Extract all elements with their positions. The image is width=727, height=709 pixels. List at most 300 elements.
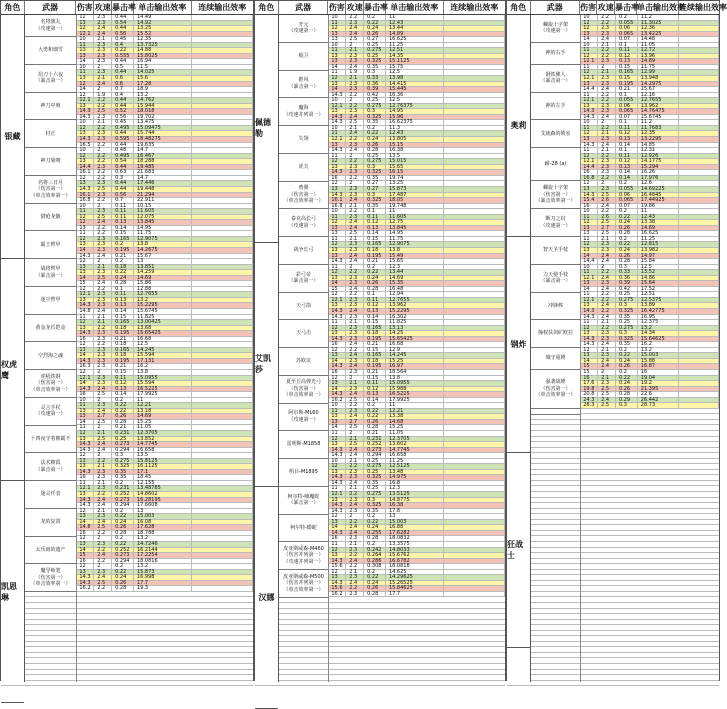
stat-cell: 12 [76,320,94,325]
stat-cell: 2 [346,98,364,103]
stat-cell: 0.18 [112,353,134,358]
weapon-name: 阿尔斯-ML60 （攻速第一） [279,404,328,432]
row-blank [679,315,719,320]
row-blank [444,564,506,569]
stat-cell: 0.24 [112,520,134,525]
stat-cell: 13 [328,37,346,42]
stat-cell: 0.2 [364,514,386,519]
row-blank [444,65,506,70]
stat-cell: 16.1 [328,198,346,203]
row-blank [192,448,254,453]
row-blank [192,575,254,580]
row-blank [192,381,254,386]
stat-cell: 0.195 [364,254,386,259]
stat-cell: 2.3 [346,87,364,92]
stat-cell: 0.231 [112,431,134,436]
stat-cell: 12.1 [328,137,346,142]
stat-cell: 17.1 [134,470,192,475]
stat-cell: 0.24 [616,359,638,364]
stat-cell: 0.33 [364,76,386,81]
stat-cell: 2.3 [94,298,112,303]
stat-cell: 16.08 [134,520,192,525]
stat-cell: 13.8 [386,248,444,253]
stat-cell: 0.45 [112,120,134,125]
stat-cell: 2.5 [346,37,364,42]
stat-cell: 2.3 [94,248,112,253]
row-blank [679,220,719,225]
role-name: 汉娜 [255,487,278,709]
stat-cell: 13 [76,570,94,575]
stat-cell: 11 [580,292,598,297]
stat-cell: 18.0818 [386,564,444,569]
stat-cell: 16.97 [386,364,444,369]
weapon-name [531,409,580,415]
stat-cell: 15.09475 [134,126,192,131]
header-cell: 暴击率 [614,2,639,12]
stat-cell: 16.658 [134,448,192,453]
stat-cell: 17.9925 [134,392,192,397]
stat-cell: 12.1 [76,32,94,37]
stat-cell: 0.2 [364,570,386,575]
stat-cell: 0.13 [112,303,134,308]
stat-cell: 13.48785 [134,486,192,491]
row-blank [679,298,719,303]
stat-cell: 0.11 [112,215,134,220]
stat-cell: 2.3 [346,82,364,87]
stat-cell: 12 [580,326,598,331]
stat-cell: 14 [328,525,346,530]
stat-cell: 2.5 [346,442,364,447]
stat-cell: 16 [328,176,346,181]
stat-cell: 0.26 [616,226,638,231]
stat-cell: 2.4 [346,364,364,369]
stat-cell: 0.22 [364,520,386,525]
stat-cell: 2.2 [598,292,616,297]
stat-cell: 2.4 [598,342,616,347]
row-blank [679,26,719,31]
stat-cell: 2.4 [346,392,364,397]
stat-cell: 13.852 [134,437,192,442]
stat-cell: 17.6282 [386,531,444,536]
row-blank [444,359,506,364]
stat-cell: 14.95 [386,109,444,114]
stat-cell: 2.3 [94,364,112,369]
stat-cell: 2.3 [94,303,112,308]
stat-cell: 2 [346,154,364,159]
stat-cell: 17.52 [638,287,680,292]
row-blank [679,15,719,20]
stat-cell: 14.3 [328,120,346,125]
stat-cell: 0.325 [616,309,638,314]
row-blank [192,348,254,353]
weapon-name: 神的左手 [531,93,580,121]
stat-cell: 2.3 [94,381,112,386]
row-blank [444,453,506,458]
stat-cell: 2.3 [94,337,112,342]
row-blank [192,431,254,436]
stat-cell: 12 [328,376,346,381]
role-column [507,15,531,682]
stat-cell: 14 [76,520,94,525]
stat-cell: 13 [328,165,346,170]
stat-cell: 13 [328,553,346,558]
weapon-name: 村正 [25,120,76,148]
stat-cell: 12.375 [638,320,680,325]
stat-cell: 2.1 [346,126,364,131]
stat-cell: 12.1 [76,486,94,491]
stat-cell: 12.16 [638,93,680,98]
stat-cell: 2.2 [94,159,112,164]
stat-cell: 0.18 [112,326,134,331]
stat-cell: 10 [580,209,598,214]
stat-cell: 2.3 [598,248,616,253]
stat-cell: 13.98 [386,76,444,81]
stat-cell: 2.3 [94,514,112,519]
stat-cell: 10 [328,98,346,103]
stat-cell: 0.2 [616,181,638,186]
row-blank [444,431,506,436]
stat-cell: 0.11 [616,154,638,159]
stat-cell: 11.825 [134,315,192,320]
stat-cell: 14.245 [134,348,192,353]
stat-cell: 14.4 [580,87,598,92]
stat-cell: 2.1 [94,120,112,125]
stat-cell: 0.2 [616,370,638,375]
stat-cell: 15.6 [134,76,192,81]
stat-cell: 16.2 [76,586,94,591]
stat-cell: 14.3 [580,337,598,342]
stat-cell: 14.76475 [638,109,680,114]
stat-cell: 13 [580,281,598,286]
stat-cell: 0.294 [112,559,134,564]
stat-cell: 0.055 [616,187,638,192]
row-blank [192,76,254,81]
stat-cell: 14.3 [328,531,346,536]
stat-cell: 16 [76,337,94,342]
stat-cell: 2.3 [94,475,112,480]
stat-cell: 0.15 [364,348,386,353]
stat-cell: 15.0955 [134,376,192,381]
row-blank [192,492,254,497]
row-blank [679,326,719,331]
stat-cell: 14.3 [76,303,94,308]
stat-cell: 2.4 [346,559,364,564]
stat-cell: 2.1 [94,509,112,514]
row-blank [192,326,254,331]
stat-cell: 16.15 [386,170,444,175]
stat-cell: 2.1 [346,542,364,547]
row-blank [444,525,506,530]
row-blank [192,37,254,42]
stat-cell: 12.51 [386,48,444,53]
stat-cell: 0.45 [112,37,134,42]
stat-cell: 2.3 [598,82,616,87]
row-blank [192,548,254,553]
stat-cell: 11.25 [638,237,680,242]
stat-cell: 2.3 [598,137,616,142]
stat-cell: 2.3 [346,281,364,286]
stat-cell: 14 [76,59,94,64]
stat-cell: 0.26 [616,254,638,259]
row-blank [444,276,506,281]
stat-cell: 0.25 [364,486,386,491]
row-blank [192,387,254,392]
stat-cell: 2.3 [598,76,616,81]
stat-cell: 12.1 [328,492,346,497]
header-cell: 连续输出效率 [198,2,247,12]
row-blank [444,470,506,475]
stat-cell: 15 [76,281,94,286]
stat-cell: 12.1 [580,298,598,303]
stat-cell: 0.595 [112,137,134,142]
stat-cell: 15.64625 [638,337,680,342]
stat-cell: 2 [94,398,112,403]
row-blank [192,104,254,109]
stat-cell: 0.24 [112,575,134,580]
stat-cell: 17.487 [386,193,444,198]
stat-cell: 0.275 [364,464,386,469]
stat-cell: 0.5 [112,65,134,70]
row-blank [679,54,719,59]
stat-cell: 14.2975 [638,82,680,87]
stat-cell: 0.27 [364,37,386,42]
stat-cell: 14.89 [638,59,680,64]
row-blank [679,176,719,181]
stat-cell: 11 [580,93,598,98]
row-blank [444,509,506,514]
stat-cell: 13 [580,137,598,142]
stat-cell: 0.22 [616,215,638,220]
stat-cell: 15.86 [134,281,192,286]
stat-cell: 2.7 [346,420,364,425]
stat-cell: 2.2 [598,154,616,159]
stat-cell: 18.45 [134,475,192,480]
header-cell: 角色 [255,1,279,14]
stat-cell: 2.3 [94,54,112,59]
weapon-name: 迷尘臂甲 [25,287,76,315]
stat-cell: 11 [328,215,346,220]
stat-cell: 0.275 [112,459,134,464]
row-blank [444,259,506,264]
stat-cell: 0.195 [112,248,134,253]
stat-cell: 2.3 [94,48,112,53]
stat-cell: 0.3 [616,403,638,408]
stat-cell: 17.6608 [134,503,192,508]
row-blank [192,54,254,59]
stat-cell: 12 [580,181,598,186]
stat-cell: 0.35 [364,176,386,181]
row-blank [679,303,719,308]
stat-cell: 14.89 [386,32,444,37]
row-blank [444,220,506,225]
stat-cell: 12.51 [638,292,680,297]
row-blank [679,259,719,264]
stat-cell: 11.25 [386,43,444,48]
stat-cell: 14.3 [328,309,346,314]
stat-cell: 13 [76,21,94,26]
stat-cell: 15.65 [386,259,444,264]
stat-cell: 14.3 [76,359,94,364]
stat-cell: 0.325 [364,170,386,175]
stat-cell: 13 [580,248,598,253]
stat-cell: 2.3 [346,242,364,247]
stat-cell: 2.4 [598,359,616,364]
row-blank [192,98,254,103]
stat-cell: 13 [76,464,94,469]
sheet-panel [0,0,254,681]
stat-cell: 2.3 [598,170,616,175]
stat-cell: 0.27 [364,187,386,192]
header-row [1,1,253,15]
stat-cell: 12 [76,126,94,131]
stat-cell: 2.3 [598,104,616,109]
row-blank [192,509,254,514]
stat-cell: 2.4 [598,143,616,148]
row-blank [444,154,506,159]
stat-cell: 14.3 [328,364,346,369]
stat-cell: 13.44 [386,270,444,275]
stat-cell: 0.44 [112,98,134,103]
stat-cell: 2.3 [346,592,364,597]
stat-cell: 15.0955 [386,381,444,386]
stat-cell: 16.5 [76,143,94,148]
stat-cell: 0.35 [616,315,638,320]
stat-cell: 2.3 [94,137,112,142]
stat-cell: 0.1 [616,93,638,98]
stat-cell: 13 [76,265,94,270]
stat-cell: 14.3 [328,475,346,480]
stat-cell: 12 [328,242,346,247]
stat-cell: 2.2 [346,209,364,214]
role-name: 银藏 [1,15,24,259]
stat-cell: 12.7655 [134,292,192,297]
stat-cell: 16.5225 [386,392,444,397]
weapon-name: 明目-M1895 [279,459,328,487]
stat-cell: 14.7 [134,148,192,153]
stat-cell: 0.21 [364,431,386,436]
stat-cell: 12 [76,15,94,20]
stat-cell: 13.2 [638,326,680,331]
stat-cell: 0.28 [112,281,134,286]
stat-cell: 2.2 [346,159,364,164]
row-blank [192,376,254,381]
stat-cell: 2.2 [346,553,364,558]
row-blank [679,159,719,164]
stat-cell: 2.3 [598,242,616,247]
stat-cell: 2.4 [346,448,364,453]
stat-cell: 2.4 [598,276,616,281]
stat-cell: 0.35 [364,509,386,514]
stat-cell: 14 [328,87,346,92]
row-blank [444,26,506,31]
row-blank [679,309,719,314]
stat-cell: 12 [76,237,94,242]
row-blank [679,131,719,136]
stat-cell: 14.92 [134,21,192,26]
stat-cell: 16.1125 [134,464,192,469]
stat-cell: 2.3 [346,509,364,514]
weapon-name: 耐-28 (a) [531,148,580,181]
stat-cell: 0.14 [616,143,638,148]
stat-cell: 12 [328,548,346,553]
stat-cell: 12 [76,431,94,436]
row-blank [679,403,719,408]
stat-cell: 0.2 [616,15,638,20]
row-blank [444,109,506,114]
row-blank [679,198,719,203]
stat-cell: 19.04 [638,376,680,381]
stat-cell: 11 [328,48,346,53]
stat-cell: 14.3 [76,187,94,192]
header-row [507,1,727,15]
stat-cell: 14.3 [328,337,346,342]
row-blank [444,520,506,525]
stat-cell: 16 [580,170,598,175]
row-blank [444,248,506,253]
row-blank [444,298,506,303]
row-blank [192,503,254,508]
stat-cell: 0.2 [616,348,638,353]
stat-cell: 15.594 [134,381,192,386]
header-cell: 连续输出效率 [450,2,499,12]
stat-cell: 0.18 [364,331,386,336]
stat-cell: 12 [580,348,598,353]
row-blank [444,231,506,236]
stat-cell: 0.14 [112,309,134,314]
row-blank [679,193,719,198]
stat-cell: 19.485 [134,165,192,170]
stat-cell: 13.2 [134,93,192,98]
stat-cell: 14.3 [76,254,94,259]
stat-cell: 12.9 [386,348,444,353]
stat-cell: 10 [328,209,346,214]
stat-cell: 13.602 [386,442,444,447]
stat-cell: 14.3 [328,259,346,264]
row-blank [444,215,506,220]
stat-cell: 14.3 [76,137,94,142]
stat-cell: 12.36 [638,26,680,31]
stat-cell: 2.5 [94,525,112,530]
stat-cell: 12.926 [638,154,680,159]
row-blank [679,48,719,53]
stat-cell: 10 [76,398,94,403]
stat-cell: 2.3 [598,187,616,192]
row-blank [444,315,506,320]
stat-cell: 12 [580,54,598,59]
stat-cell: 18.48275 [134,137,192,142]
stat-cell: 15.744 [134,131,192,136]
stat-cell: 16.2 [134,364,192,369]
stat-cell: 2.4 [94,309,112,314]
weapon-name: 名将旗丸 （攻速第一） [25,15,76,37]
stat-cell: 16 [76,475,94,480]
stat-cell: 2.4 [598,115,616,120]
row-blank [679,381,719,386]
stat-cell: 0.25 [364,154,386,159]
row-blank [444,265,506,270]
stat-cell: 2.3 [598,381,616,386]
stat-cell: 0.15 [364,237,386,242]
stat-cell: 2.3 [346,298,364,303]
stat-cell: 16.658 [386,453,444,458]
stat-cell: 0.2 [364,403,386,408]
stat-cell: 13.96 [638,54,680,59]
stat-cell: 2 [346,265,364,270]
stat-cell: 14.3 [328,170,346,175]
stat-cell: 13.8 [134,242,192,247]
weapon-name: 皮亚斯威森-M500 （伤害并列第一） （单击效率第一） [279,570,328,598]
stat-cell: 0.25 [364,54,386,59]
